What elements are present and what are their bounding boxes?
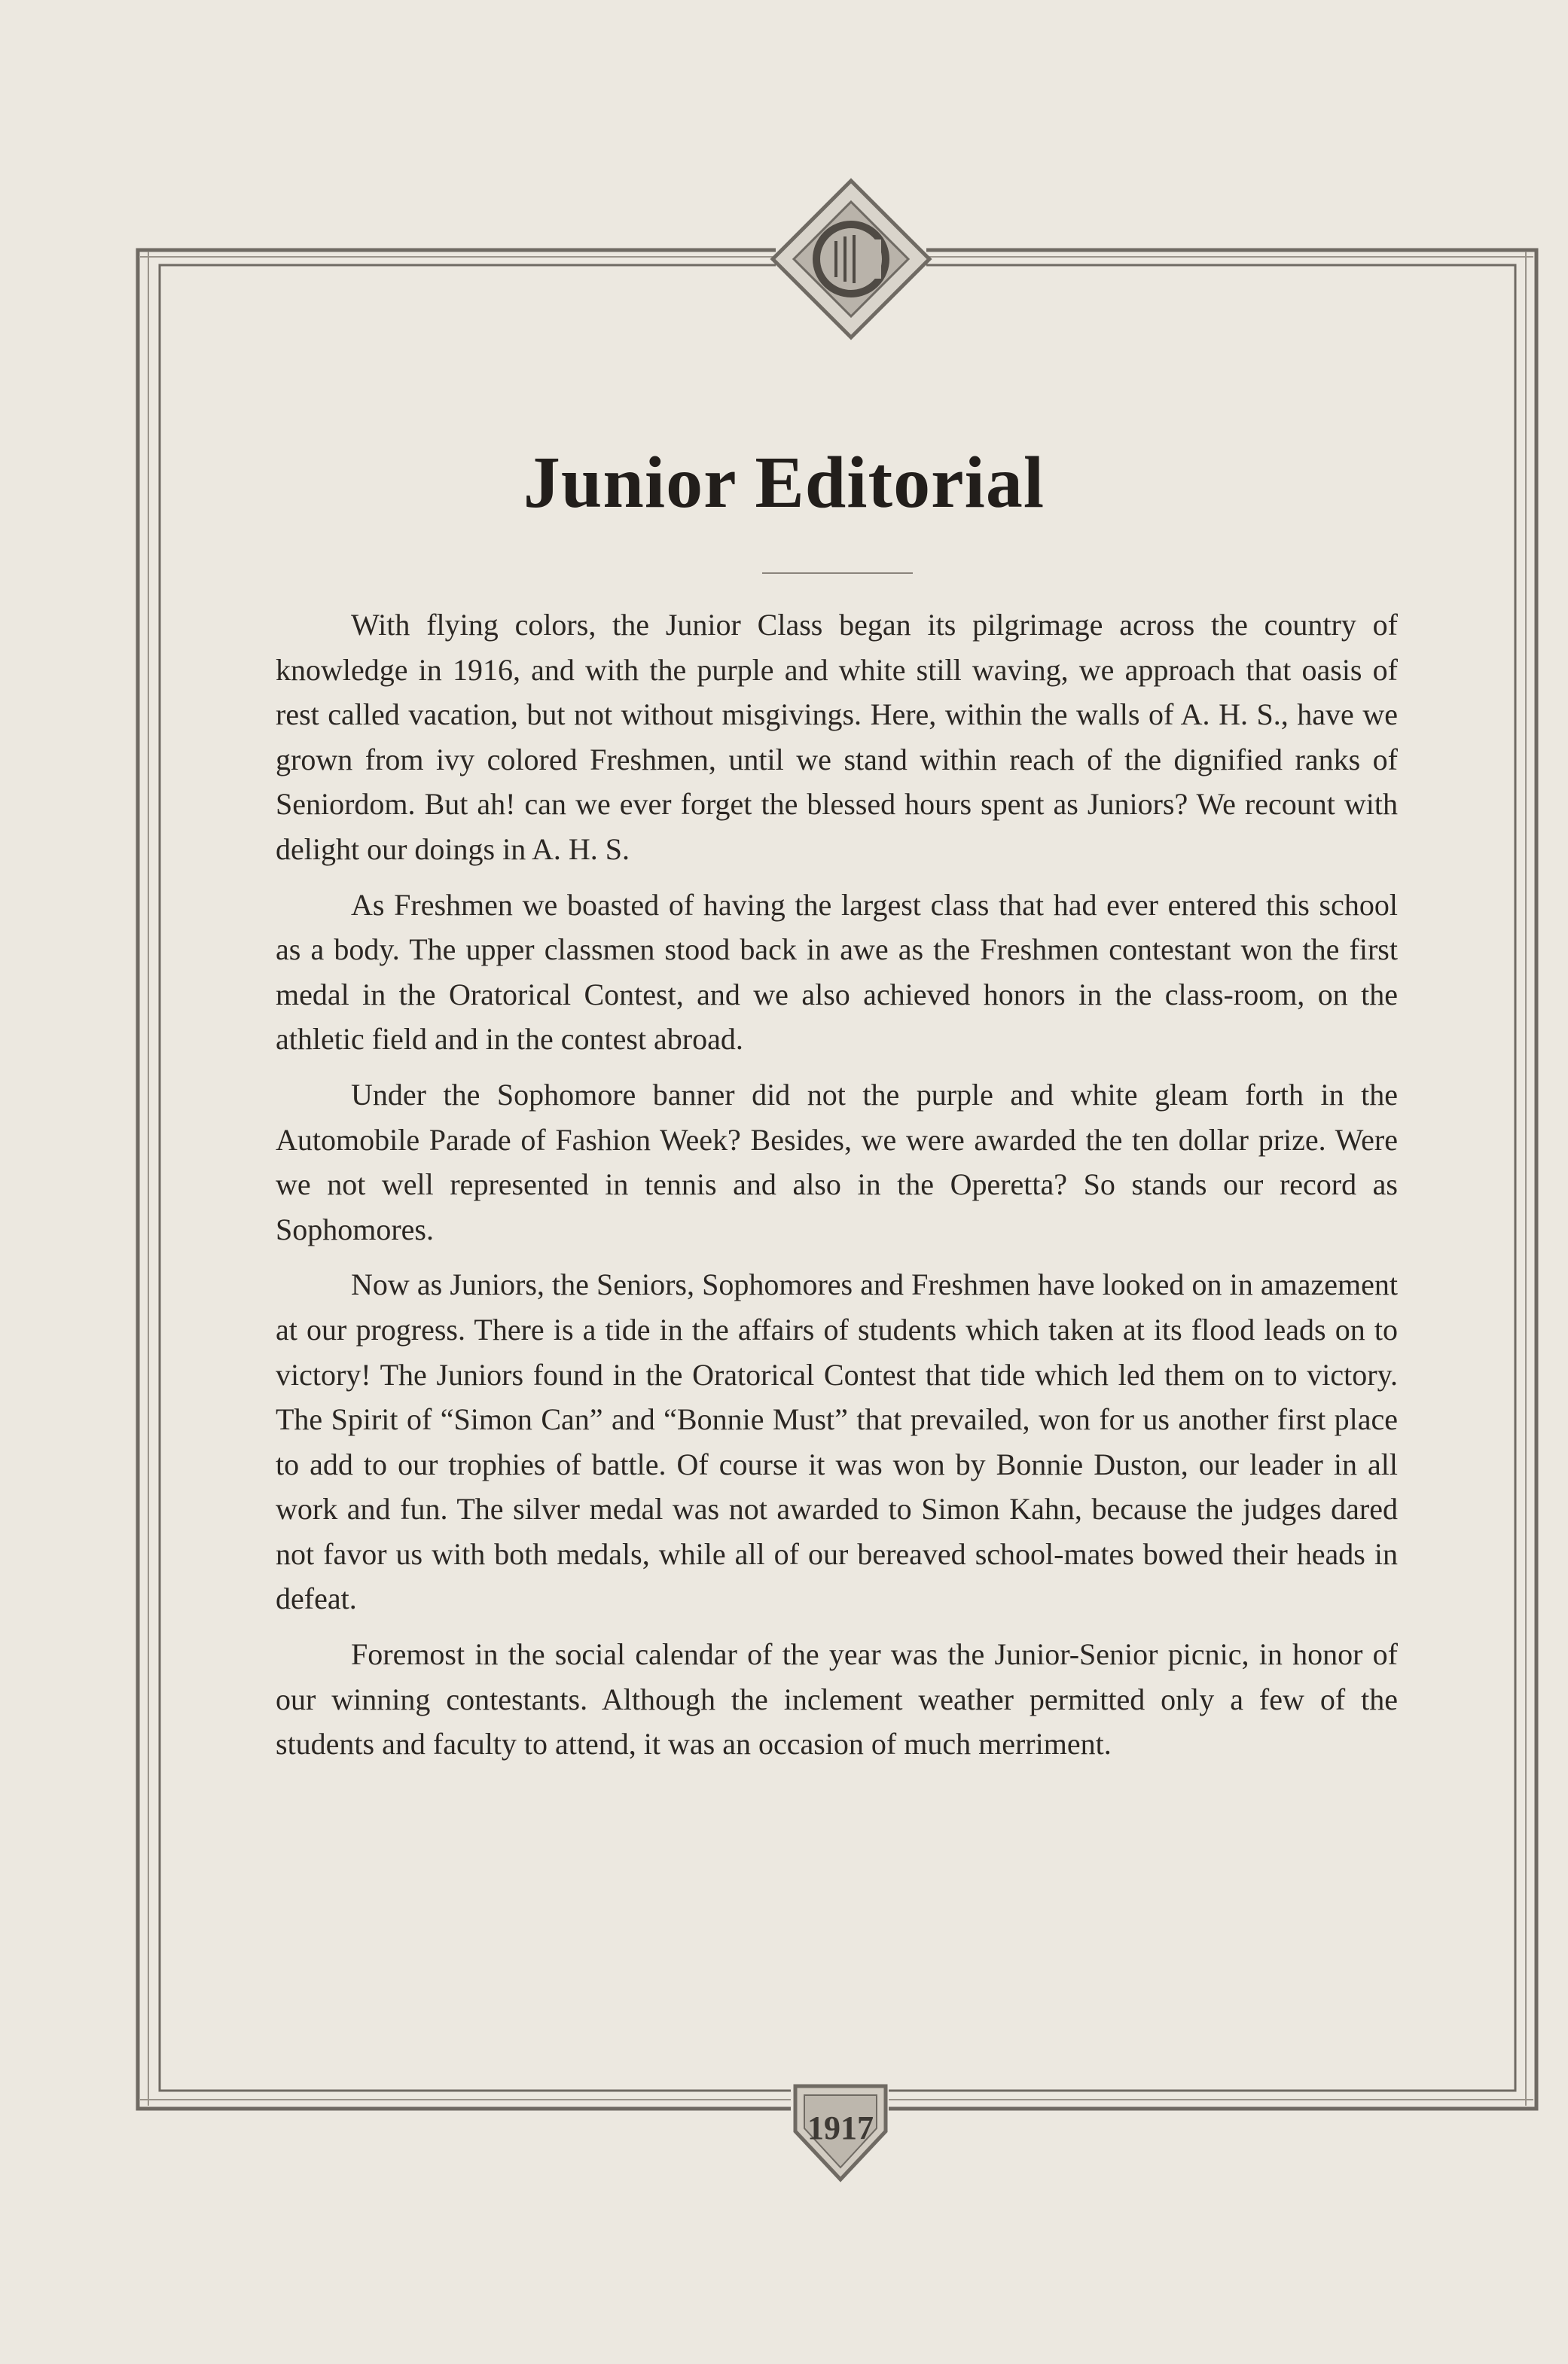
paragraph-2: As Freshmen we boasted of having the largest class that had ever entered this school as a body. The upper classmen stood back in awe as the Freshmen contestant won the first medal in the Oratorical Contest, and we also achieved honors in the class-room, on the athletic field and in the contest abroad. [276,887,1398,1057]
page-title: Junior Editorial [523,442,1045,523]
emblem-bottom-icon [795,2086,886,2179]
editorial-body [276,602,1398,1777]
title-divider [762,572,913,574]
emblem-top-icon [773,181,929,337]
emblem-bottom-year: 1917 [807,2109,874,2146]
paragraph-5: Foremost in the social calendar of the year was the Junior-Senior picnic, in honor of our winning contestants. Although the inclement weather permitted only a few of the students and faculty to attend, it was an occasion of much merriment. [276,1637,1398,1762]
paragraph-3: Under the Sophomore banner did not the purple and white gleam forth in the Automobile Parade of Fashion Week? Besides, we were awarded the ten dollar prize. Were we not well represented in tennis and also in the Operetta? So stands our record as Sophomores. [276,1077,1398,1246]
paragraph-1: With flying colors, the Junior Class began its pilgrimage across the country of knowledge in 1916, and with the purple and white still waving, we approach that oasis of rest called vacation, but not without misgivings. Here, within the walls of A. H. S., have we grown from ivy colored Freshmen, until we stand within reach of the dignified ranks of Seniordom. But ah! can we ever forget the blessed hours spent as Juniors? We recount with delight our doings in A. H. S. [276,608,1398,866]
paragraph-4: Now as Juniors, the Seniors, Sophomores and Freshmen have looked on in amazement at our progress. There is a tide in the affairs of students which taken at its flood leads on to victory! The Juniors found in the Oratorical Contest that tide which led them on to victory. The Spirit of “Simon Can” and “Bonnie Must” that prevailed, won for us another first place to add to our trophies of battle. Of course it was won by Bonnie Duston, our leader in all work and fun. The silver medal was not awarded to Simon Kahn, because the judges dared not favor us with both medals, while all of our bereaved school-mates bowed their heads in defeat. [276,1267,1398,1616]
